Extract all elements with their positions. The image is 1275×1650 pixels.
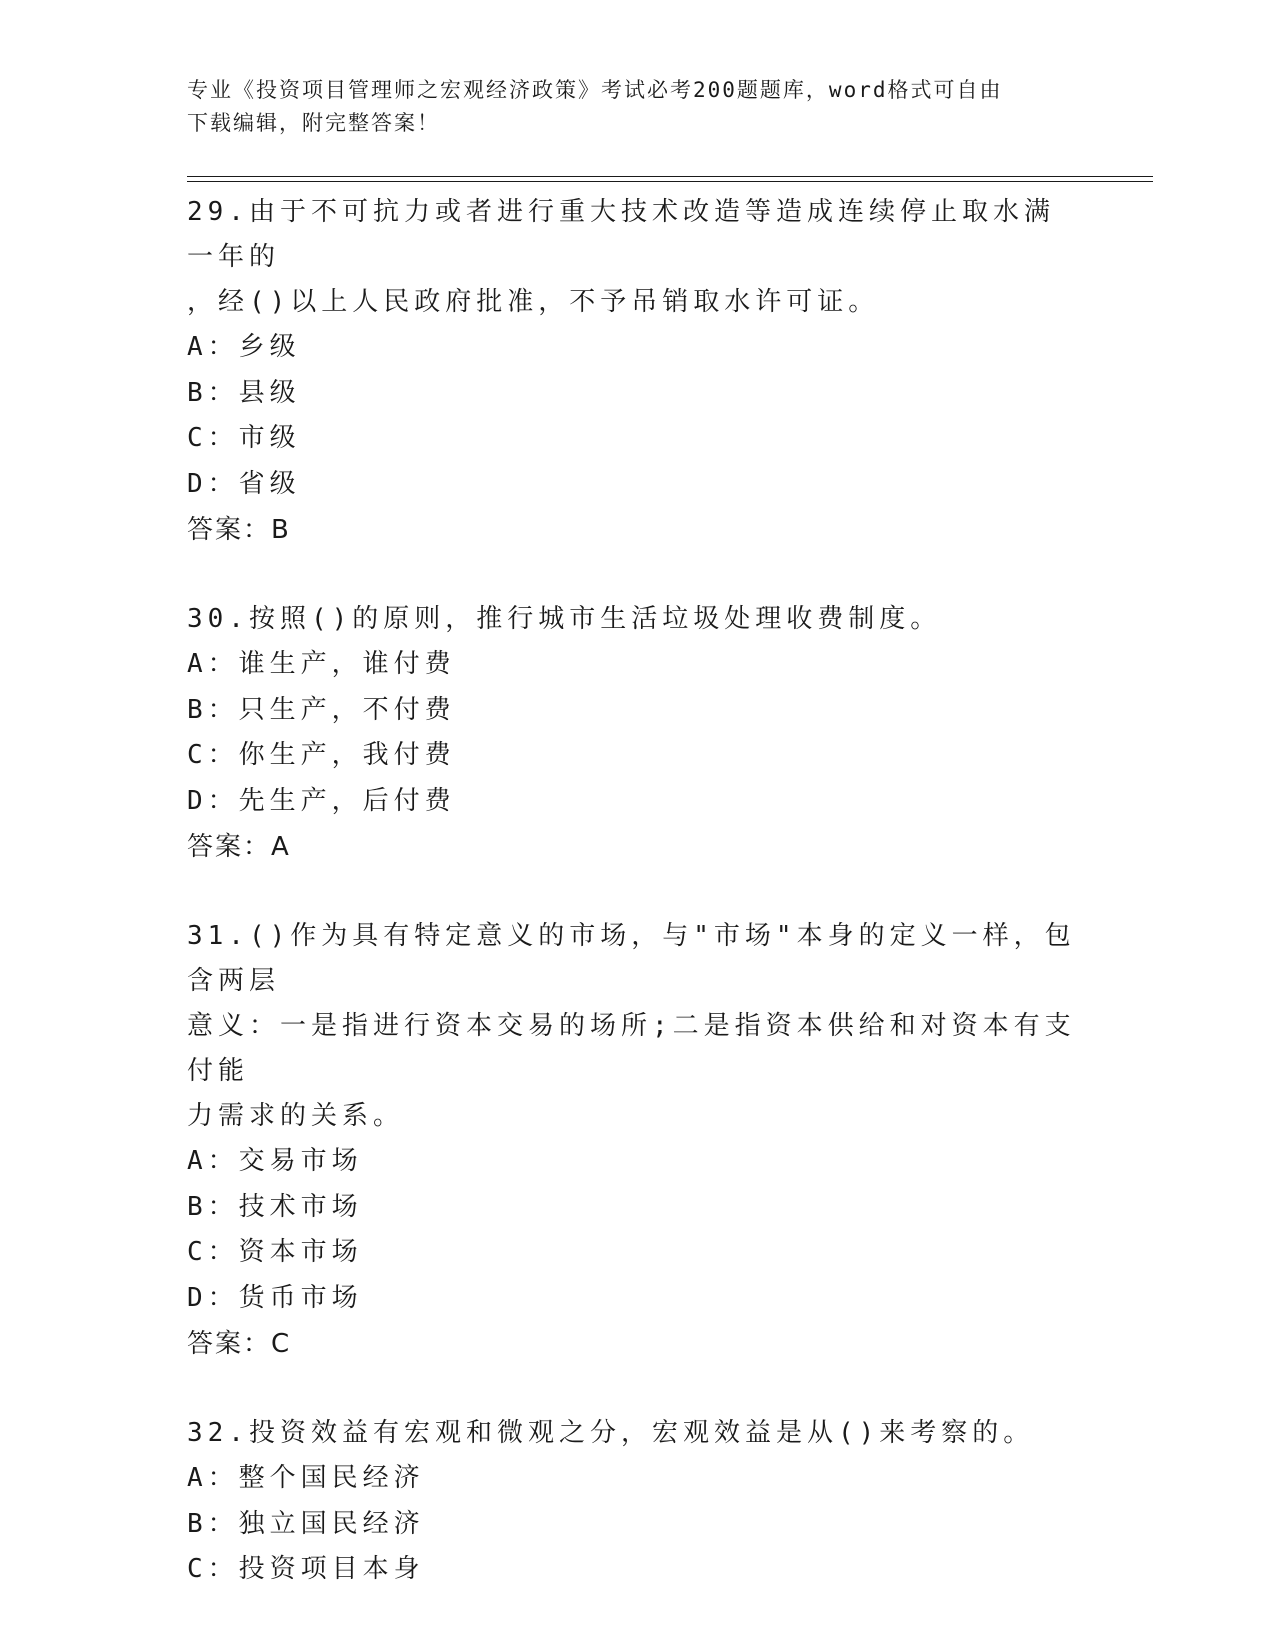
option-d: D：货币市场	[187, 1282, 363, 1313]
option-a: A：谁生产，谁付费	[187, 649, 456, 679]
option-c: C：资本市场	[187, 1237, 363, 1267]
option-c: C：市级	[187, 423, 301, 453]
question-stem-line: 29.由于不可抗力或者进行重大技术改造等造成连续停止取水满一年的	[187, 197, 1055, 272]
question-stem-line: 力需求的关系。	[187, 1101, 405, 1131]
header-line-2: 下载编辑，附完整答案！	[187, 111, 440, 135]
option-d: D：先生产，后付费	[187, 785, 456, 816]
option-b: B：独立国民经济	[187, 1508, 425, 1539]
header-line-1: 专业《投资项目管理师之宏观经济政策》考试必考200题题库，word格式可自由	[187, 78, 1003, 102]
question-stem-line: 32.投资效益有宏观和微观之分，宏观效益是从()来考察的。	[187, 1418, 1035, 1448]
option-c: C：投资项目本身	[187, 1554, 425, 1584]
answer: 答案：B	[187, 515, 291, 545]
header-divider-top	[187, 176, 1153, 177]
question-stem-line: 30.按照()的原则，推行城市生活垃圾处理收费制度。	[187, 604, 942, 634]
option-a: A：乡级	[187, 332, 301, 362]
question-stem-line: 意义：一是指进行资本交易的场所;二是指资本供给和对资本有支付能	[187, 1011, 1076, 1086]
answer: 答案：A	[187, 832, 291, 862]
option-b: B：县级	[187, 377, 301, 408]
option-c: C：你生产，我付费	[187, 740, 456, 770]
question-31	[187, 914, 1077, 1367]
question-32	[187, 1411, 1077, 1593]
option-a: A：交易市场	[187, 1146, 363, 1176]
option-b: B：只生产，不付费	[187, 694, 456, 725]
header-divider-bottom	[187, 181, 1153, 182]
question-stem-line: 31.()作为具有特定意义的市场，与"市场"本身的定义一样，包含两层	[187, 921, 1076, 996]
question-list	[187, 190, 1077, 1637]
document-header	[187, 74, 1087, 140]
answer: 答案：C	[187, 1329, 292, 1359]
question-29	[187, 190, 1077, 553]
question-stem-line: ，经()以上人民政府批准，不予吊销取水许可证。	[187, 287, 880, 317]
question-30	[187, 597, 1077, 870]
option-d: D：省级	[187, 468, 301, 499]
option-a: A：整个国民经济	[187, 1463, 425, 1493]
option-b: B：技术市场	[187, 1191, 363, 1222]
